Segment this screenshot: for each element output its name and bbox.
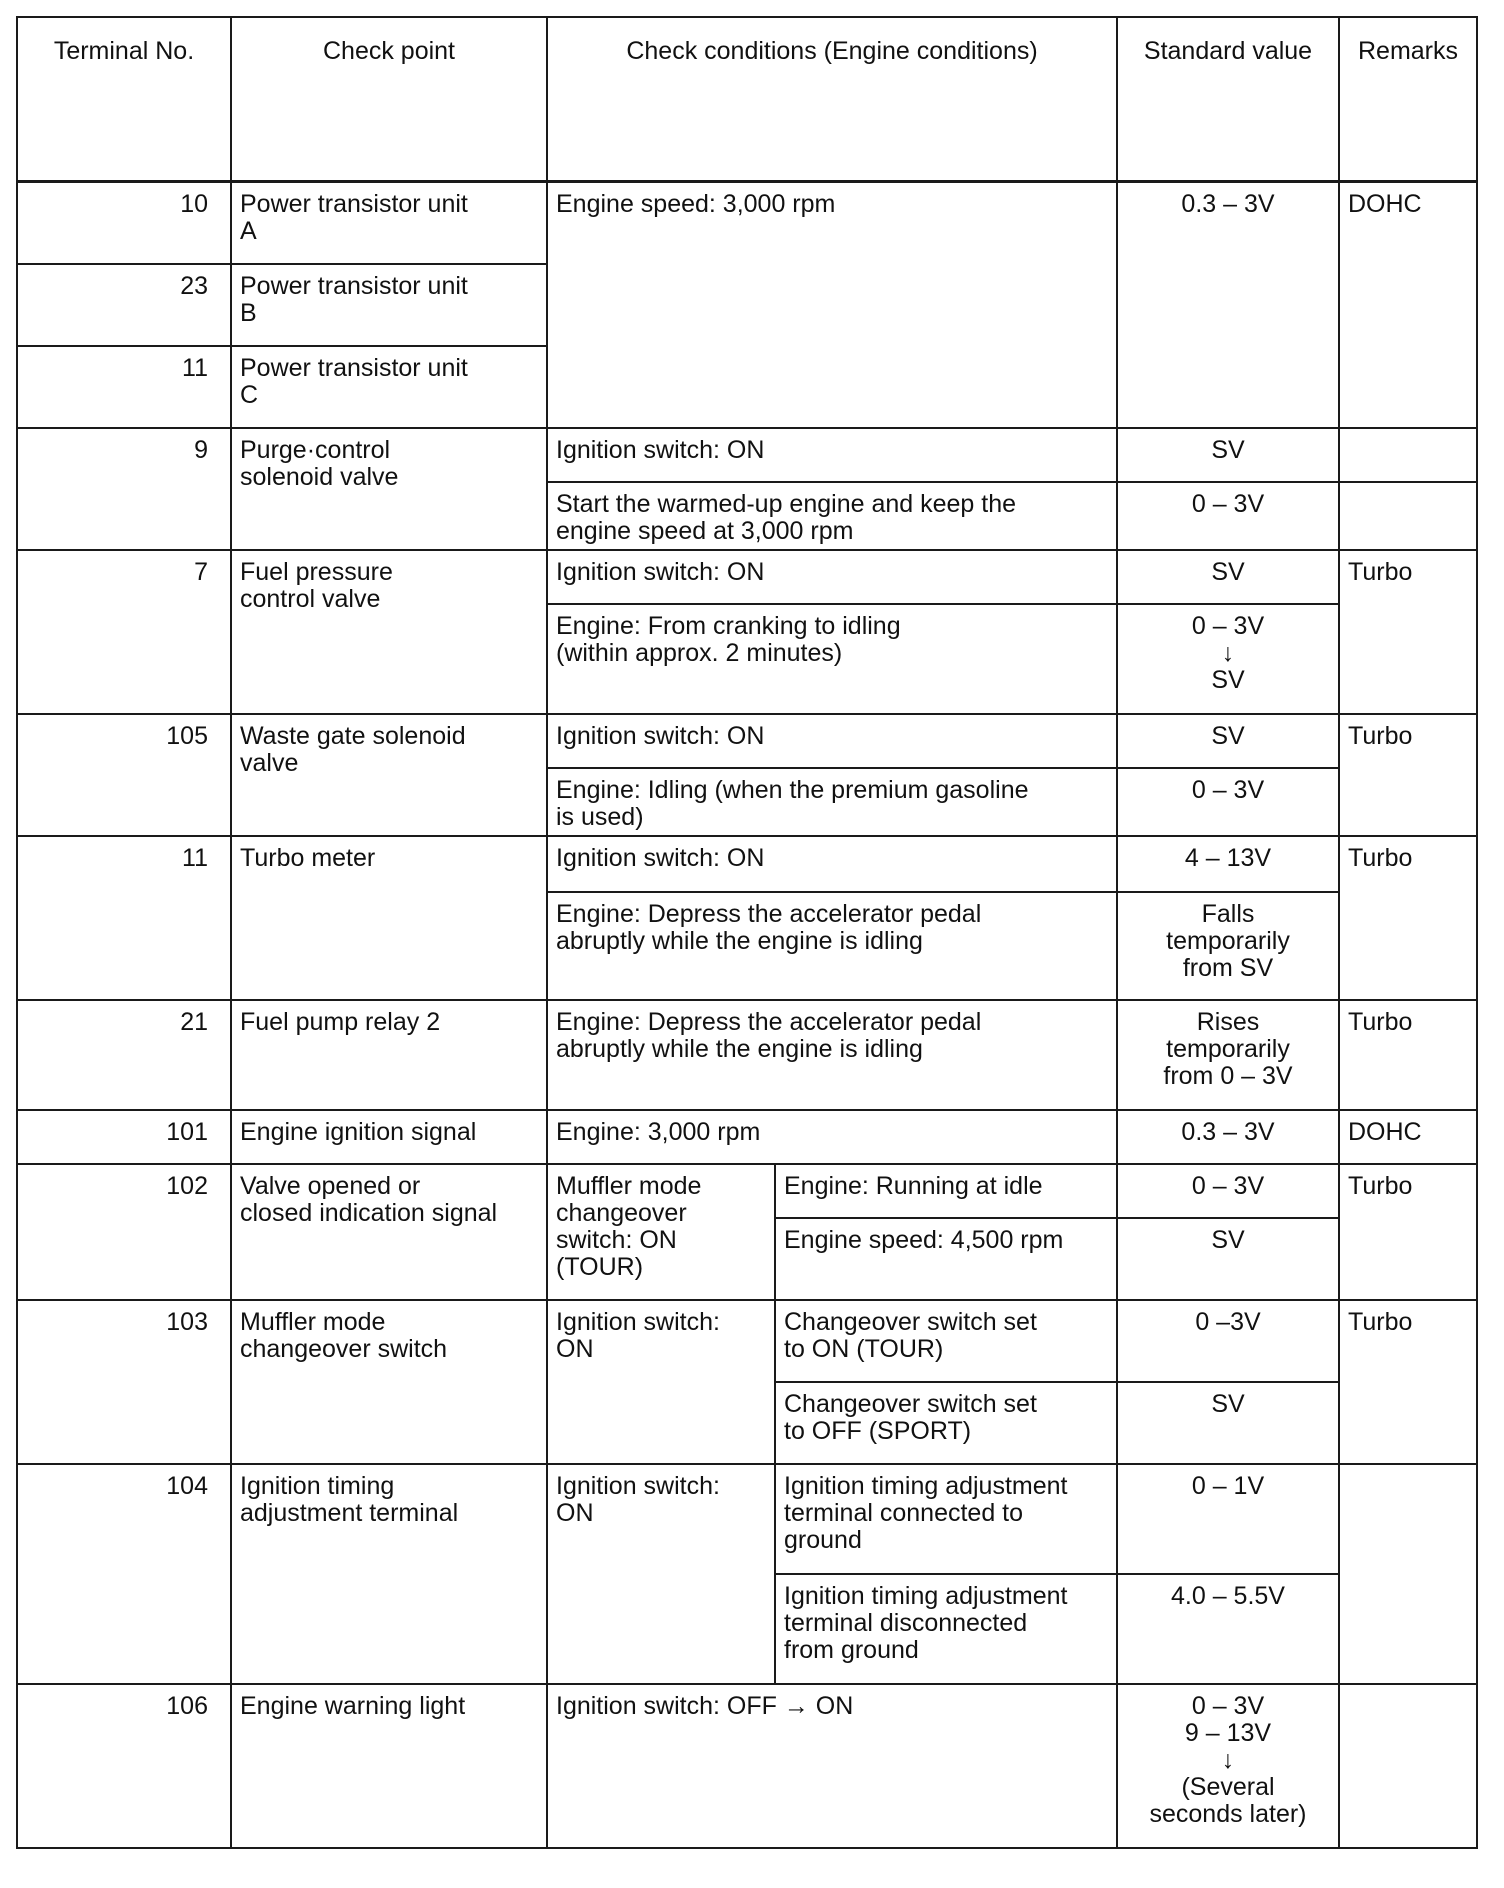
header-terminal-no: Terminal No. <box>17 17 231 182</box>
table-row <box>17 1464 1477 1574</box>
table-row <box>17 836 1477 892</box>
remarks-cell <box>1339 482 1477 550</box>
condition-cell: Ignition switch: OFF → ON <box>547 1684 1117 1848</box>
header-check-conditions: Check conditions (Engine conditions) <box>547 17 1117 182</box>
terminal-cell: 106 <box>17 1684 231 1848</box>
check-point-cell: Turbo meter <box>231 836 547 1000</box>
terminal-cell: 7 <box>17 550 231 714</box>
standard-value-cell: SV <box>1117 428 1339 482</box>
condition-cell: Engine: Depress the accelerator pedal abruptly while the engine is idling <box>547 1000 1117 1110</box>
check-point-cell: Valve opened or closed indication signal <box>231 1164 547 1300</box>
condition-cell: Engine: Idling (when the premium gasoline is used) <box>547 768 1117 836</box>
standard-value-cell: SV <box>1117 1382 1339 1464</box>
condition-cell: Ignition timing adjustment terminal connected to ground <box>775 1464 1117 1574</box>
condition-cell: Ignition switch: ON <box>547 836 1117 892</box>
document-page <box>16 16 1476 1849</box>
table-row <box>17 1300 1477 1382</box>
check-point-cell: Ignition timing adjustment terminal <box>231 1464 547 1684</box>
standard-value-cell: 0 – 3V <box>1117 1164 1339 1218</box>
terminal-cell: 102 <box>17 1164 231 1300</box>
check-point-cell: Purge·control solenoid valve <box>231 428 547 550</box>
standard-value-cell: Rises temporarily from 0 – 3V <box>1117 1000 1339 1110</box>
remarks-cell: DOHC <box>1339 1110 1477 1164</box>
condition-cell: Engine: Running at idle <box>775 1164 1117 1218</box>
condition-cell: Changeover switch set to ON (TOUR) <box>775 1300 1117 1382</box>
condition-cell: Engine speed: 4,500 rpm <box>775 1218 1117 1300</box>
remarks-cell: Turbo <box>1339 1300 1477 1464</box>
standard-value-cell: 4.0 – 5.5V <box>1117 1574 1339 1684</box>
condition-cell: Engine speed: 3,000 rpm <box>547 182 1117 428</box>
remarks-cell: Turbo <box>1339 1000 1477 1110</box>
table-row <box>17 550 1477 604</box>
terminal-cell: 103 <box>17 1300 231 1464</box>
table-row <box>17 1000 1477 1110</box>
standard-value-cell: 0 – 3V <box>1117 768 1339 836</box>
condition-cell: Engine: 3,000 rpm <box>547 1110 1117 1164</box>
standard-value-cell: SV <box>1117 550 1339 604</box>
standard-value-cell: 0.3 – 3V <box>1117 182 1339 428</box>
condition-cell: Ignition switch: ON <box>547 550 1117 604</box>
terminal-cell: 101 <box>17 1110 231 1164</box>
header-standard-value: Standard value <box>1117 17 1339 182</box>
standard-value-cell: 4 – 13V <box>1117 836 1339 892</box>
terminal-cell: 9 <box>17 428 231 550</box>
condition-cell: Engine: Depress the accelerator pedal abruptly while the engine is idling <box>547 892 1117 1000</box>
table-row <box>17 1164 1477 1218</box>
remarks-cell: Turbo <box>1339 836 1477 1000</box>
check-point-cell: Fuel pressure control valve <box>231 550 547 714</box>
remarks-cell <box>1339 1684 1477 1848</box>
condition-group-cell: Ignition switch: ON <box>547 1464 775 1684</box>
standard-value-cell: 0 –3V <box>1117 1300 1339 1382</box>
table-row <box>17 428 1477 482</box>
terminal-cell: 105 <box>17 714 231 836</box>
terminal-cell: 23 <box>17 264 231 346</box>
condition-cell: Ignition switch: ON <box>547 714 1117 768</box>
check-point-cell: Power transistor unit C <box>231 346 547 428</box>
check-point-cell: Engine warning light <box>231 1684 547 1848</box>
condition-group-cell: Muffler mode changeover switch: ON (TOUR) <box>547 1164 775 1300</box>
terminal-cell: 10 <box>17 182 231 264</box>
check-point-cell: Engine ignition signal <box>231 1110 547 1164</box>
standard-value-cell: SV <box>1117 1218 1339 1300</box>
standard-value-cell: 0 – 1V <box>1117 1464 1339 1574</box>
header-remarks: Remarks <box>1339 17 1477 182</box>
condition-cell: Start the warmed-up engine and keep the engine speed at 3,000 rpm <box>547 482 1117 550</box>
condition-cell: Ignition timing adjustment terminal disconnected from ground <box>775 1574 1117 1684</box>
check-point-cell: Power transistor unit B <box>231 264 547 346</box>
remarks-cell: Turbo <box>1339 1164 1477 1300</box>
remarks-cell: Turbo <box>1339 550 1477 714</box>
remarks-cell <box>1339 428 1477 482</box>
standard-value-cell: 0 – 3V ↓ SV <box>1117 604 1339 714</box>
table-row <box>17 714 1477 768</box>
check-point-cell: Fuel pump relay 2 <box>231 1000 547 1110</box>
table-row <box>17 182 1477 264</box>
terminal-cell: 104 <box>17 1464 231 1684</box>
standard-value-cell: Falls temporarily from SV <box>1117 892 1339 1000</box>
terminal-check-table <box>16 16 1478 1849</box>
remarks-cell <box>1339 1464 1477 1684</box>
table-header-row <box>17 17 1477 182</box>
standard-value-cell: 0.3 – 3V <box>1117 1110 1339 1164</box>
terminal-cell: 11 <box>17 346 231 428</box>
condition-group-cell: Ignition switch: ON <box>547 1300 775 1464</box>
table-row <box>17 1684 1477 1848</box>
terminal-cell: 21 <box>17 1000 231 1110</box>
check-point-cell: Muffler mode changeover switch <box>231 1300 547 1464</box>
condition-cell: Ignition switch: ON <box>547 428 1117 482</box>
remarks-cell: Turbo <box>1339 714 1477 836</box>
standard-value-cell: SV <box>1117 714 1339 768</box>
standard-value-cell: 0 – 3V 9 – 13V ↓ (Several seconds later) <box>1117 1684 1339 1848</box>
check-point-cell: Power transistor unit A <box>231 182 547 264</box>
terminal-cell: 11 <box>17 836 231 1000</box>
condition-cell: Engine: From cranking to idling (within approx. 2 minutes) <box>547 604 1117 714</box>
standard-value-cell: 0 – 3V <box>1117 482 1339 550</box>
table-row <box>17 1110 1477 1164</box>
header-check-point: Check point <box>231 17 547 182</box>
check-point-cell: Waste gate solenoid valve <box>231 714 547 836</box>
condition-cell: Changeover switch set to OFF (SPORT) <box>775 1382 1117 1464</box>
remarks-cell: DOHC <box>1339 182 1477 428</box>
